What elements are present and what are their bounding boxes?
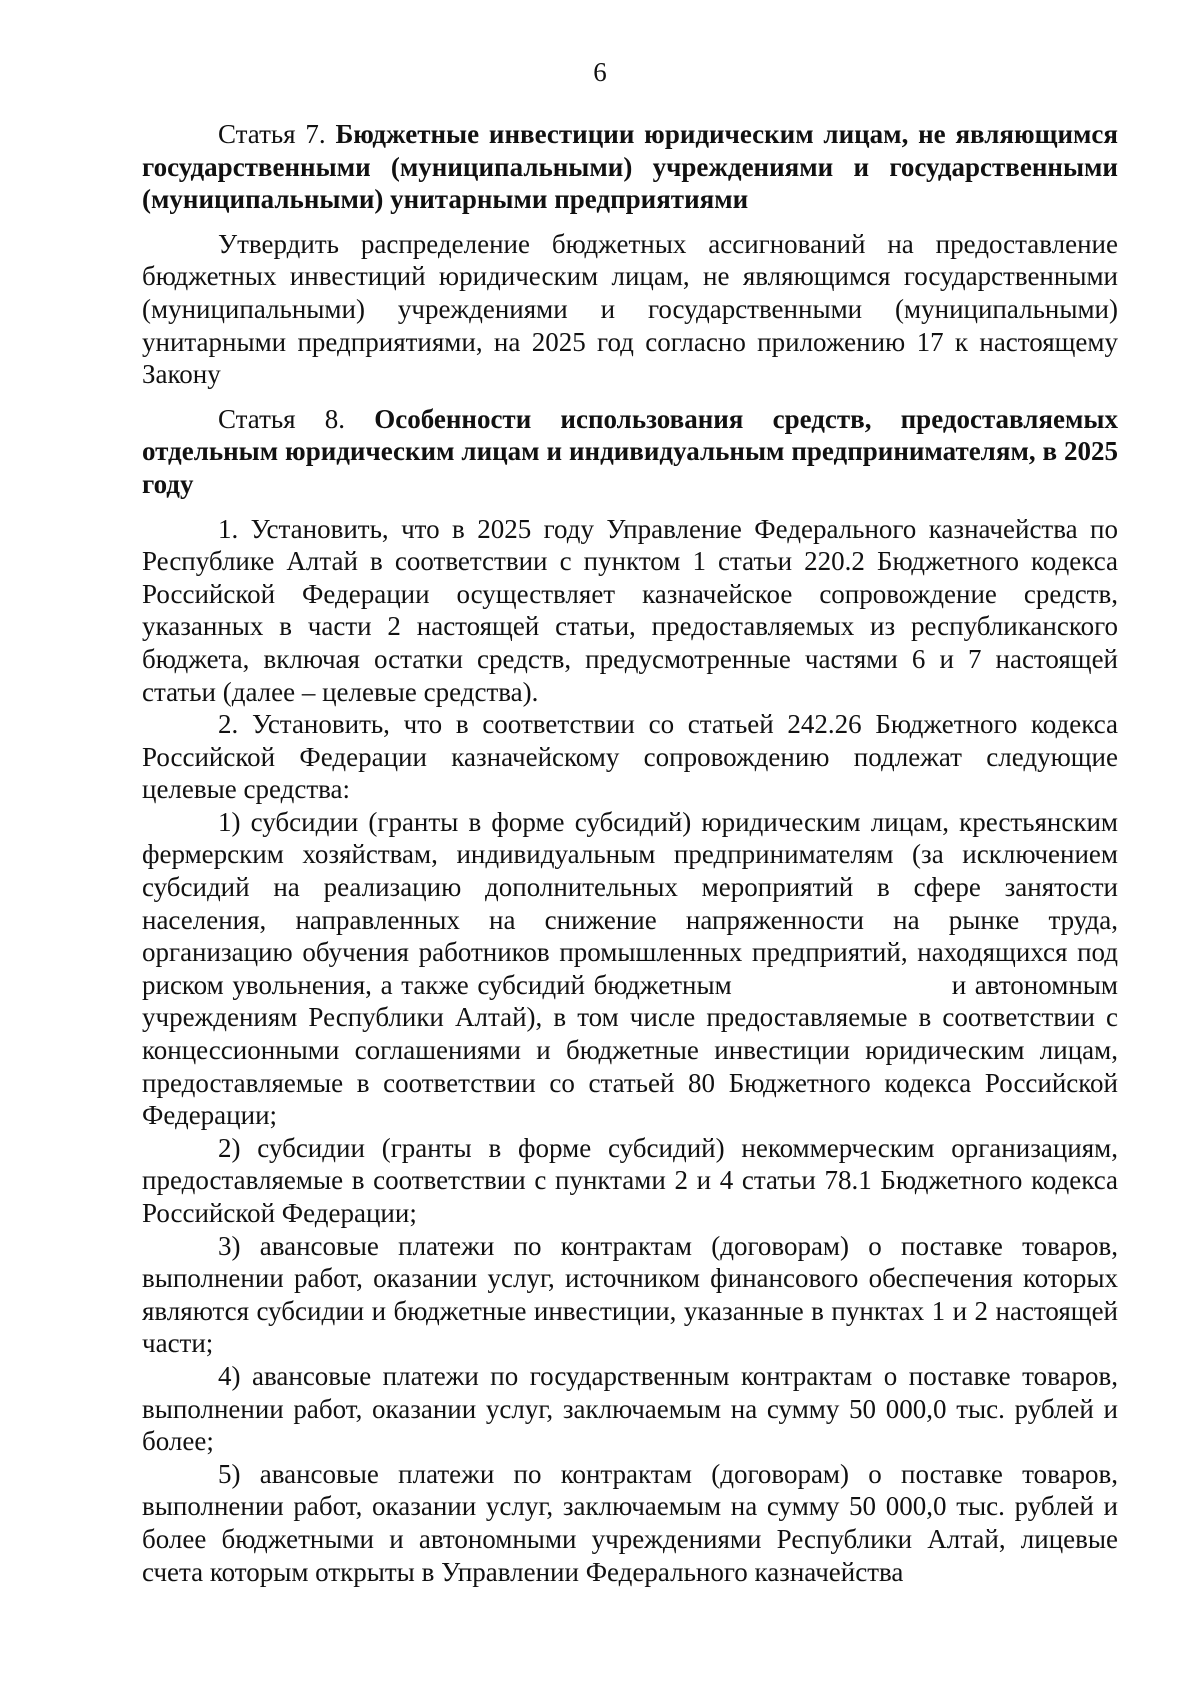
article-8-title: Особенности использования средств, предоставляемых отдельным юридическим лицам и индивидуальным предпринимателям, в 2025 году — [142, 403, 1118, 499]
item-1-text-part-1: 1) субсидии (гранты в форме субсидий) юридическим лицам, крестьянским фермерским хозяйствам, индивидуальным предпринимателям (за исключением субсидий на реализацию дополнительных мероприятий в сфере занятости населения, направленных на снижение напряженности на рынке труда, организацию обучения работников промышленных предприятий, находящихся под риском увольнения, а также субсидий бюджетным — [142, 806, 1118, 1000]
article-8-item-2: 2) субсидии (гранты в форме субсидий) некоммерческим организациям, предоставляемые в соответствии с пунктами 2 и 4 статьи 78.1 Бюджетного кодекса Российской Федерации; — [142, 1132, 1118, 1228]
page-number: 6 — [593, 57, 607, 87]
article-8-item-3: 3) авансовые платежи по контрактам (договорам) о поставке товаров, выполнении работ, оказании услуг, источником финансового обеспечения которых являются субсидии и бюджетные инвестиции, указанные в пунктах 1 и 2 настоящей части; — [142, 1230, 1118, 1359]
document-body — [142, 118, 1118, 1588]
article-8-item-4: 4) авансовые платежи по государственным контрактам о поставке товаров, выполнении работ, оказании услуг, заключаемым на сумму 50 000,0 тыс. рублей и более; — [142, 1360, 1118, 1457]
article-8-heading — [142, 403, 1118, 501]
article-7-title: Бюджетные инвестиции юридическим лицам, не являющимся государственными (муниципальными) учреждениями и государственными (муниципальными) унитарными предприятиями — [142, 119, 1118, 215]
article-7-text: Утвердить распределение бюджетных ассигнований на предоставление бюджетных инвестиций юридическим лицам, не являющимся государственными (муниципальными) учреждениями и государственными (муниципальными) унитарными предприятиями, на 2025 год согласно приложению 17 к настоящему Закону — [142, 228, 1118, 390]
article-8-paragraph-2: 2. Установить, что в соответствии со статьей 242.26 Бюджетного кодекса Российской Федерации казначейскому сопровождению подлежат следующие целевые средства: — [142, 709, 1118, 805]
article-8-label: Статья 8. — [218, 403, 346, 434]
article-8-item-5: 5) авансовые платежи по контрактам (договорам) о поставке товаров, выполнении работ, оказании услуг, заключаемым на сумму 50 000,0 тыс. рублей и более бюджетными и автономными учреждениями Республики Алтай, лицевые счета которым открыты в Управлении Федерального казначейства — [142, 1458, 1118, 1587]
article-7-heading — [142, 118, 1118, 216]
item-1-text-part-2: и автономным учреждениям Республики Алтай), в том числе предоставляемые в соответствии с концессионными соглашениями и бюджетные инвестиции юридическим лицам, предоставляемые в соответствии со статьей 80 Бюджетного кодекса Российской Федерации; — [142, 969, 1119, 1131]
article-8-item-1 — [142, 806, 1118, 1132]
article-8-paragraph-1: 1. Установить, что в 2025 году Управление Федерального казначейства по Республике Алтай в соответствии с пунктом 1 статьи 220.2 Бюджетного кодекса Российской Федерации осуществляет казначейское сопровождение средств, указанных в части 2 настоящей статьи, предоставляемых из республиканского бюджета, включая остатки средств, предусмотренные частями 6 и 7 настоящей статьи (далее – целевые средства). — [142, 513, 1118, 707]
article-7-label: Статья 7. — [218, 119, 326, 149]
